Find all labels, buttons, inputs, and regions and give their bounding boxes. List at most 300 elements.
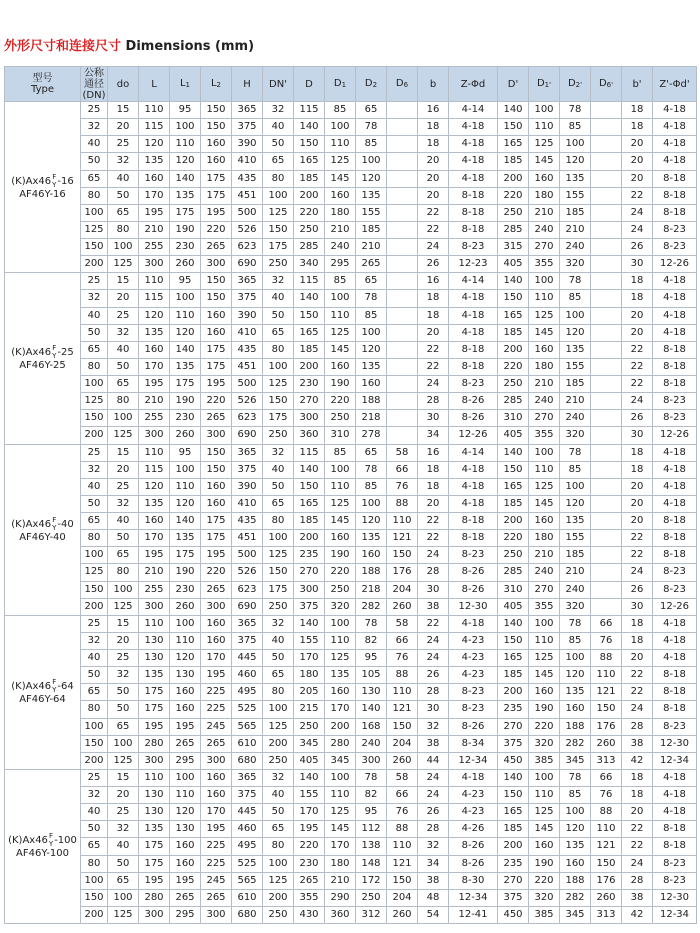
model-name-line2: AF46Y-64 — [19, 694, 66, 706]
cell-d-prime: 220 — [498, 187, 529, 204]
cell-b-prime: 42 — [622, 752, 653, 769]
table-row — [5, 718, 697, 735]
table-row — [5, 821, 697, 838]
cell-d-prime: 140 — [498, 444, 529, 461]
cell-b: 24 — [418, 632, 449, 649]
cell-d2-prime: 135 — [560, 170, 591, 187]
cell-b-prime: 20 — [622, 170, 653, 187]
cell-l1: 175 — [170, 204, 201, 221]
cell-dn-prime: 100 — [263, 701, 294, 718]
table-row — [5, 239, 697, 256]
cell-b: 16 — [418, 102, 449, 119]
cell-do: 50 — [108, 684, 139, 701]
cell-d-prime: 285 — [498, 221, 529, 238]
cell-d1-prime: 355 — [529, 427, 560, 444]
cell-dn-prime: 65 — [263, 324, 294, 341]
cell-d-prime: 140 — [498, 102, 529, 119]
table-row — [5, 256, 697, 273]
cell-z-d-prime: 4-18 — [653, 495, 697, 512]
cell-dn: 125 — [81, 564, 108, 581]
cell-d6-prime — [591, 547, 622, 564]
cell-d2: 100 — [356, 153, 387, 170]
cell-b-prime: 18 — [622, 119, 653, 136]
cell-l: 195 — [139, 376, 170, 393]
table-row — [5, 769, 697, 786]
cell-do: 50 — [108, 358, 139, 375]
cell-h: 365 — [232, 102, 263, 119]
cell-dn-prime: 50 — [263, 650, 294, 667]
cell-d2: 65 — [356, 273, 387, 290]
cell-d6: 121 — [387, 530, 418, 547]
cell-l2: 265 — [201, 410, 232, 427]
cell-b-prime: 26 — [622, 410, 653, 427]
cell-l2: 150 — [201, 444, 232, 461]
cell-h: 435 — [232, 513, 263, 530]
cell-d6 — [387, 204, 418, 221]
cell-z-d: 8-18 — [449, 187, 498, 204]
cell-l1: 265 — [170, 889, 201, 906]
cell-h: 610 — [232, 889, 263, 906]
cell-b: 28 — [418, 393, 449, 410]
cell-d: 235 — [294, 547, 325, 564]
cell-z-d: 8-26 — [449, 581, 498, 598]
cell-l: 130 — [139, 632, 170, 649]
cell-d6-prime — [591, 530, 622, 547]
cell-d2: 188 — [356, 564, 387, 581]
cell-do: 65 — [108, 547, 139, 564]
cell-d-prime: 185 — [498, 667, 529, 684]
cell-h: 445 — [232, 650, 263, 667]
cell-d-prime: 150 — [498, 787, 529, 804]
cell-l: 135 — [139, 153, 170, 170]
header-do: do — [108, 67, 139, 102]
cell-do: 100 — [108, 581, 139, 598]
cell-h: 390 — [232, 136, 263, 153]
cell-d6: 204 — [387, 581, 418, 598]
cell-z-d-prime: 8-23 — [653, 239, 697, 256]
cell-d1: 125 — [325, 495, 356, 512]
cell-d6-prime: 260 — [591, 735, 622, 752]
cell-d1: 100 — [325, 461, 356, 478]
cell-l1: 120 — [170, 650, 201, 667]
cell-l1: 160 — [170, 838, 201, 855]
cell-d1-prime: 180 — [529, 358, 560, 375]
cell-l: 110 — [139, 102, 170, 119]
cell-d6-prime — [591, 204, 622, 221]
cell-l2: 220 — [201, 564, 232, 581]
cell-dn-prime: 125 — [263, 204, 294, 221]
cell-l1: 190 — [170, 564, 201, 581]
cell-l1: 120 — [170, 804, 201, 821]
cell-h: 365 — [232, 769, 263, 786]
cell-z-d-prime: 4-18 — [653, 615, 697, 632]
cell-d2: 100 — [356, 324, 387, 341]
cell-d6-prime — [591, 581, 622, 598]
model-frac-top: F — [52, 344, 57, 353]
cell-l2: 160 — [201, 495, 232, 512]
cell-d: 165 — [294, 153, 325, 170]
cell-l2: 195 — [201, 547, 232, 564]
cell-dn: 100 — [81, 376, 108, 393]
cell-l: 210 — [139, 221, 170, 238]
cell-d6-prime — [591, 444, 622, 461]
cell-l2: 160 — [201, 153, 232, 170]
cell-d2: 78 — [356, 615, 387, 632]
cell-dn: 25 — [81, 444, 108, 461]
cell-z-d: 4-18 — [449, 170, 498, 187]
cell-l2: 160 — [201, 632, 232, 649]
cell-do: 50 — [108, 701, 139, 718]
cell-d1-prime: 220 — [529, 872, 560, 889]
cell-b: 18 — [418, 290, 449, 307]
table-row — [5, 735, 697, 752]
cell-z-d-prime: 4-18 — [653, 787, 697, 804]
cell-d6 — [387, 341, 418, 358]
header-d6-prime: $D_{6'}$ — [591, 67, 622, 102]
cell-l2: 175 — [201, 513, 232, 530]
cell-d2-prime: 78 — [560, 615, 591, 632]
cell-l: 120 — [139, 478, 170, 495]
cell-d6 — [387, 119, 418, 136]
cell-dn-prime: 200 — [263, 735, 294, 752]
cell-do: 32 — [108, 495, 139, 512]
cell-d2-prime: 240 — [560, 581, 591, 598]
cell-l1: 160 — [170, 701, 201, 718]
cell-d-prime: 375 — [498, 735, 529, 752]
dimensions-table — [4, 66, 697, 924]
title-chinese: 外形尺寸和连接尺寸 — [4, 39, 122, 54]
cell-do: 100 — [108, 410, 139, 427]
cell-d1-prime: 145 — [529, 153, 560, 170]
cell-z-d-prime: 8-18 — [653, 170, 697, 187]
cell-d6-prime: 121 — [591, 684, 622, 701]
cell-d2-prime: 185 — [560, 547, 591, 564]
cell-d2-prime: 85 — [560, 787, 591, 804]
cell-dn-prime: 250 — [263, 752, 294, 769]
cell-d6 — [387, 102, 418, 119]
cell-d2: 78 — [356, 461, 387, 478]
cell-d2: 300 — [356, 752, 387, 769]
cell-dn-prime: 175 — [263, 410, 294, 427]
cell-d2-prime: 100 — [560, 307, 591, 324]
cell-dn-prime: 80 — [263, 684, 294, 701]
cell-b: 22 — [418, 221, 449, 238]
model-suffix: -16 — [57, 176, 74, 188]
cell-d: 205 — [294, 684, 325, 701]
cell-z-d-prime: 12-34 — [653, 752, 697, 769]
cell-d2: 210 — [356, 239, 387, 256]
header-l2: $L_2$ — [201, 67, 232, 102]
model-name-line1 — [5, 173, 80, 189]
cell-dn: 65 — [81, 170, 108, 187]
cell-d6-prime — [591, 170, 622, 187]
model-cell — [5, 102, 81, 273]
cell-d2-prime: 188 — [560, 718, 591, 735]
cell-d1-prime: 190 — [529, 701, 560, 718]
cell-dn-prime: 100 — [263, 530, 294, 547]
cell-l: 135 — [139, 495, 170, 512]
cell-z-d-prime: 8-23 — [653, 855, 697, 872]
cell-do: 15 — [108, 444, 139, 461]
cell-l2: 150 — [201, 461, 232, 478]
cell-dn: 150 — [81, 581, 108, 598]
cell-d2: 82 — [356, 787, 387, 804]
cell-d1-prime: 145 — [529, 324, 560, 341]
cell-do: 80 — [108, 221, 139, 238]
cell-z-d-prime: 4-18 — [653, 444, 697, 461]
table-row — [5, 667, 697, 684]
cell-b-prime: 20 — [622, 495, 653, 512]
table-row — [5, 564, 697, 581]
title-english: Dimensions (mm) — [125, 39, 255, 54]
cell-h: 495 — [232, 838, 263, 855]
cell-z-d: 8-30 — [449, 872, 498, 889]
cell-z-d: 8-23 — [449, 701, 498, 718]
cell-b-prime: 24 — [622, 564, 653, 581]
cell-b: 24 — [418, 376, 449, 393]
cell-b-prime: 24 — [622, 221, 653, 238]
cell-d2: 250 — [356, 889, 387, 906]
cell-d: 200 — [294, 187, 325, 204]
cell-d: 150 — [294, 307, 325, 324]
cell-d: 165 — [294, 324, 325, 341]
cell-d: 185 — [294, 341, 325, 358]
cell-d1-prime: 270 — [529, 239, 560, 256]
cell-b-prime: 22 — [622, 684, 653, 701]
cell-d-prime: 140 — [498, 769, 529, 786]
cell-b: 26 — [418, 804, 449, 821]
cell-d1-prime: 160 — [529, 684, 560, 701]
cell-h: 680 — [232, 752, 263, 769]
cell-z-d: 8-23 — [449, 684, 498, 701]
cell-d1-prime: 385 — [529, 752, 560, 769]
cell-z-d-prime: 4-18 — [653, 650, 697, 667]
table-row — [5, 153, 697, 170]
cell-d: 165 — [294, 495, 325, 512]
cell-d6 — [387, 136, 418, 153]
cell-do: 40 — [108, 513, 139, 530]
cell-d: 250 — [294, 718, 325, 735]
cell-d6 — [387, 393, 418, 410]
cell-d1-prime: 160 — [529, 170, 560, 187]
cell-d6-prime: 176 — [591, 872, 622, 889]
cell-d1-prime: 210 — [529, 204, 560, 221]
cell-b: 28 — [418, 564, 449, 581]
model-frac — [52, 678, 56, 694]
cell-z-d: 8-18 — [449, 513, 498, 530]
cell-d2: 65 — [356, 444, 387, 461]
table-row — [5, 393, 697, 410]
cell-l1: 135 — [170, 358, 201, 375]
cell-z-d: 4-18 — [449, 461, 498, 478]
cell-z-d: 4-18 — [449, 136, 498, 153]
cell-d2-prime: 100 — [560, 136, 591, 153]
cell-d: 405 — [294, 752, 325, 769]
cell-l1: 95 — [170, 102, 201, 119]
model-name-line2: AF46Y-25 — [19, 360, 66, 372]
cell-d2-prime: 78 — [560, 769, 591, 786]
cell-dn: 32 — [81, 290, 108, 307]
cell-d6: 66 — [387, 461, 418, 478]
cell-b: 30 — [418, 410, 449, 427]
cell-do: 20 — [108, 461, 139, 478]
cell-d1: 220 — [325, 393, 356, 410]
header-d6: $D_6$ — [387, 67, 418, 102]
cell-l: 170 — [139, 358, 170, 375]
cell-b-prime: 20 — [622, 307, 653, 324]
cell-dn-prime: 100 — [263, 187, 294, 204]
cell-z-d: 8-18 — [449, 358, 498, 375]
cell-d2: 168 — [356, 718, 387, 735]
cell-d: 270 — [294, 564, 325, 581]
cell-d6-prime: 313 — [591, 752, 622, 769]
cell-l2: 225 — [201, 855, 232, 872]
cell-d6: 88 — [387, 495, 418, 512]
cell-d6: 110 — [387, 513, 418, 530]
cell-d6-prime: 66 — [591, 615, 622, 632]
model-cell — [5, 444, 81, 615]
table-row — [5, 752, 697, 769]
cell-d6-prime: 110 — [591, 667, 622, 684]
cell-dn: 150 — [81, 889, 108, 906]
cell-do: 20 — [108, 632, 139, 649]
cell-l: 115 — [139, 290, 170, 307]
cell-d1: 145 — [325, 513, 356, 530]
cell-l2: 175 — [201, 187, 232, 204]
cell-d1: 160 — [325, 358, 356, 375]
cell-z-d-prime: 4-18 — [653, 119, 697, 136]
cell-d2: 130 — [356, 684, 387, 701]
cell-l: 130 — [139, 650, 170, 667]
table-row — [5, 324, 697, 341]
cell-dn-prime: 32 — [263, 102, 294, 119]
cell-dn-prime: 175 — [263, 581, 294, 598]
cell-d1-prime: 190 — [529, 855, 560, 872]
cell-d-prime: 250 — [498, 204, 529, 221]
cell-d6: 121 — [387, 701, 418, 718]
cell-d2-prime: 78 — [560, 273, 591, 290]
cell-d6-prime — [591, 324, 622, 341]
cell-d6-prime — [591, 461, 622, 478]
cell-d: 360 — [294, 427, 325, 444]
cell-d6: 88 — [387, 667, 418, 684]
cell-do: 125 — [108, 598, 139, 615]
cell-dn-prime: 65 — [263, 153, 294, 170]
table-row — [5, 872, 697, 889]
cell-dn: 32 — [81, 119, 108, 136]
cell-z-d-prime: 8-23 — [653, 393, 697, 410]
cell-dn: 200 — [81, 256, 108, 273]
cell-d6-prime: 150 — [591, 701, 622, 718]
cell-b: 20 — [418, 324, 449, 341]
cell-d1: 145 — [325, 821, 356, 838]
cell-z-d-prime: 8-18 — [653, 376, 697, 393]
cell-d: 195 — [294, 821, 325, 838]
cell-b-prime: 22 — [622, 341, 653, 358]
cell-d2-prime: 155 — [560, 187, 591, 204]
cell-d1-prime: 110 — [529, 119, 560, 136]
cell-b: 30 — [418, 581, 449, 598]
cell-h: 365 — [232, 444, 263, 461]
table-row — [5, 119, 697, 136]
cell-dn-prime: 32 — [263, 444, 294, 461]
cell-l2: 300 — [201, 427, 232, 444]
cell-d6: 66 — [387, 787, 418, 804]
cell-d1-prime: 100 — [529, 615, 560, 632]
cell-l: 110 — [139, 769, 170, 786]
cell-d-prime: 200 — [498, 170, 529, 187]
cell-l: 300 — [139, 752, 170, 769]
cell-d6 — [387, 376, 418, 393]
cell-z-d: 4-18 — [449, 478, 498, 495]
cell-l1: 265 — [170, 735, 201, 752]
cell-z-d-prime: 8-23 — [653, 410, 697, 427]
cell-dn-prime: 32 — [263, 615, 294, 632]
cell-z-d: 8-23 — [449, 547, 498, 564]
cell-dn: 125 — [81, 393, 108, 410]
cell-d1-prime: 160 — [529, 513, 560, 530]
cell-b: 22 — [418, 204, 449, 221]
cell-d6-prime — [591, 153, 622, 170]
cell-d1-prime: 100 — [529, 444, 560, 461]
cell-dn-prime: 125 — [263, 872, 294, 889]
cell-l1: 260 — [170, 256, 201, 273]
table-row — [5, 221, 697, 238]
cell-dn: 40 — [81, 478, 108, 495]
cell-d2-prime: 345 — [560, 752, 591, 769]
cell-dn: 50 — [81, 324, 108, 341]
cell-h: 680 — [232, 906, 263, 923]
cell-d2-prime: 100 — [560, 804, 591, 821]
cell-d1-prime: 220 — [529, 718, 560, 735]
cell-z-d-prime: 4-18 — [653, 102, 697, 119]
cell-d2: 185 — [356, 221, 387, 238]
cell-d: 285 — [294, 239, 325, 256]
cell-d1-prime: 320 — [529, 889, 560, 906]
cell-b: 18 — [418, 478, 449, 495]
cell-d2-prime: 240 — [560, 239, 591, 256]
cell-d2: 312 — [356, 906, 387, 923]
cell-d-prime: 450 — [498, 906, 529, 923]
cell-d: 140 — [294, 119, 325, 136]
cell-z-d-prime: 12-26 — [653, 427, 697, 444]
cell-d: 250 — [294, 221, 325, 238]
table-row — [5, 684, 697, 701]
cell-dn: 40 — [81, 136, 108, 153]
cell-d-prime: 150 — [498, 632, 529, 649]
cell-d: 300 — [294, 581, 325, 598]
cell-d1-prime: 355 — [529, 256, 560, 273]
cell-d: 375 — [294, 598, 325, 615]
cell-l1: 130 — [170, 667, 201, 684]
cell-b-prime: 22 — [622, 547, 653, 564]
cell-b: 32 — [418, 838, 449, 855]
cell-h: 500 — [232, 376, 263, 393]
cell-d-prime: 200 — [498, 513, 529, 530]
cell-h: 623 — [232, 581, 263, 598]
cell-h: 565 — [232, 718, 263, 735]
header-b-prime: b' — [622, 67, 653, 102]
table-row — [5, 170, 697, 187]
header-z-d-prime: Z'-Φd' — [653, 67, 697, 102]
cell-h: 526 — [232, 564, 263, 581]
cell-d6-prime: 260 — [591, 889, 622, 906]
cell-d1-prime: 160 — [529, 838, 560, 855]
cell-do: 25 — [108, 307, 139, 324]
cell-d6-prime: 110 — [591, 821, 622, 838]
cell-b-prime: 18 — [622, 444, 653, 461]
cell-d: 115 — [294, 102, 325, 119]
